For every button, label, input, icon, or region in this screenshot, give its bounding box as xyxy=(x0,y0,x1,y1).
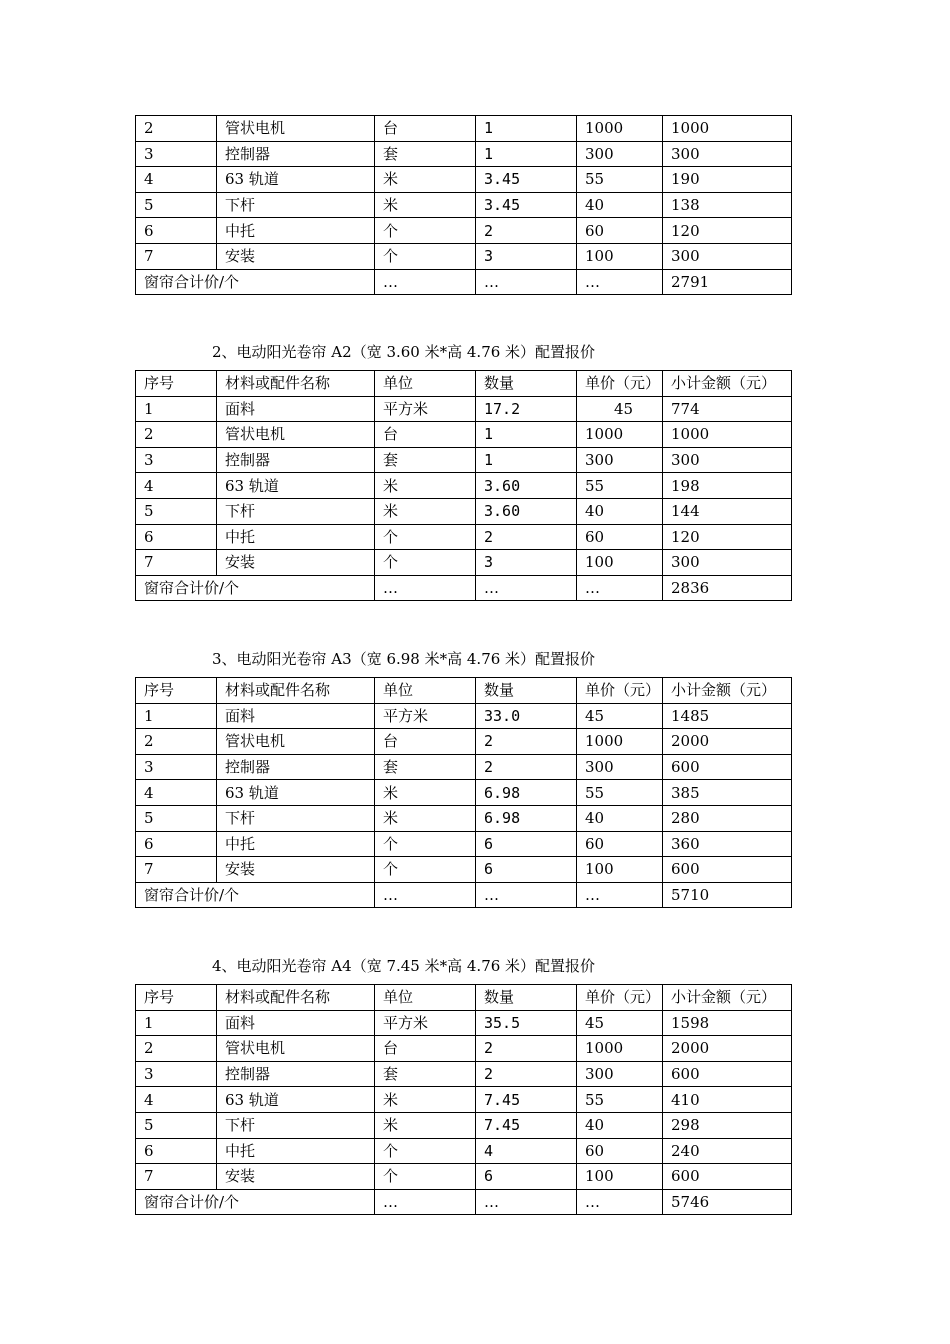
subtotal-cell: 600 xyxy=(663,857,792,883)
name-cell: 面料 xyxy=(217,396,375,422)
name-cell: 管状电机 xyxy=(217,116,375,142)
table-row xyxy=(136,141,792,167)
header-subtotal-cell: 小计金额（元） xyxy=(663,678,792,704)
header-seq-cell: 序号 xyxy=(136,371,217,397)
table-row xyxy=(136,1164,792,1190)
subtotal-cell: 385 xyxy=(663,780,792,806)
total-value-cell: 2791 xyxy=(663,269,792,295)
name-cell: 管状电机 xyxy=(217,422,375,448)
total-value-cell: 2836 xyxy=(663,575,792,601)
subtotal-cell: 240 xyxy=(663,1138,792,1164)
name-cell: 安装 xyxy=(217,857,375,883)
table-header-row xyxy=(136,371,792,397)
total-placeholder-cell: … xyxy=(476,1189,577,1215)
qty-cell: 33.0 xyxy=(476,703,577,729)
name-cell: 管状电机 xyxy=(217,1036,375,1062)
qty-cell: 3.45 xyxy=(476,167,577,193)
seq-cell: 1 xyxy=(136,1010,217,1036)
total-placeholder-cell: … xyxy=(577,882,663,908)
price-cell: 1000 xyxy=(577,1036,663,1062)
subtotal-cell: 280 xyxy=(663,805,792,831)
total-label-cell: 窗帘合计价/个 xyxy=(136,575,375,601)
qty-cell: 35.5 xyxy=(476,1010,577,1036)
price-cell: 100 xyxy=(577,1164,663,1190)
unit-cell: 米 xyxy=(375,1087,476,1113)
unit-cell: 米 xyxy=(375,167,476,193)
unit-cell: 个 xyxy=(375,1164,476,1190)
total-placeholder-cell: … xyxy=(577,575,663,601)
header-price-cell: 单价（元） xyxy=(577,678,663,704)
total-label-cell: 窗帘合计价/个 xyxy=(136,1189,375,1215)
unit-cell: 平方米 xyxy=(375,1010,476,1036)
qty-cell: 2 xyxy=(476,1061,577,1087)
table-row xyxy=(136,167,792,193)
table-row xyxy=(136,498,792,524)
seq-cell: 4 xyxy=(136,780,217,806)
table-row xyxy=(136,218,792,244)
price-cell: 45 xyxy=(577,396,663,422)
header-name-cell: 材料或配件名称 xyxy=(217,678,375,704)
unit-cell: 个 xyxy=(375,1138,476,1164)
table-row xyxy=(136,1087,792,1113)
quote-table-1 xyxy=(135,115,791,295)
name-cell: 下杆 xyxy=(217,805,375,831)
total-placeholder-cell: … xyxy=(375,882,476,908)
total-value-cell: 5710 xyxy=(663,882,792,908)
unit-cell: 平方米 xyxy=(375,703,476,729)
unit-cell: 米 xyxy=(375,1112,476,1138)
seq-cell: 5 xyxy=(136,1112,217,1138)
quote-table-3 xyxy=(135,677,791,908)
subtotal-cell: 190 xyxy=(663,167,792,193)
table-row xyxy=(136,857,792,883)
subtotal-cell: 410 xyxy=(663,1087,792,1113)
price-cell: 40 xyxy=(577,192,663,218)
subtotal-cell: 1598 xyxy=(663,1010,792,1036)
subtotal-cell: 1000 xyxy=(663,116,792,142)
subtotal-cell: 774 xyxy=(663,396,792,422)
total-placeholder-cell: … xyxy=(577,269,663,295)
qty-cell: 2 xyxy=(476,218,577,244)
table-row xyxy=(136,1138,792,1164)
header-unit-cell: 单位 xyxy=(375,678,476,704)
table-row xyxy=(136,1061,792,1087)
table-row xyxy=(136,116,792,142)
name-cell: 中托 xyxy=(217,218,375,244)
table xyxy=(135,984,792,1215)
table-row xyxy=(136,473,792,499)
subtotal-cell: 1485 xyxy=(663,703,792,729)
table-row xyxy=(136,243,792,269)
seq-cell: 2 xyxy=(136,116,217,142)
seq-cell: 2 xyxy=(136,729,217,755)
price-cell: 60 xyxy=(577,831,663,857)
table xyxy=(135,370,792,601)
seq-cell: 3 xyxy=(136,141,217,167)
header-unit-cell: 单位 xyxy=(375,985,476,1011)
subtotal-cell: 120 xyxy=(663,218,792,244)
qty-cell: 2 xyxy=(476,754,577,780)
table-row xyxy=(136,447,792,473)
name-cell: 控制器 xyxy=(217,1061,375,1087)
table-row xyxy=(136,703,792,729)
table-row xyxy=(136,805,792,831)
total-placeholder-cell: … xyxy=(375,1189,476,1215)
seq-cell: 6 xyxy=(136,1138,217,1164)
name-cell: 安装 xyxy=(217,1164,375,1190)
unit-cell: 米 xyxy=(375,498,476,524)
qty-cell: 7.45 xyxy=(476,1112,577,1138)
unit-cell: 台 xyxy=(375,422,476,448)
seq-cell: 5 xyxy=(136,805,217,831)
total-placeholder-cell: … xyxy=(476,882,577,908)
header-subtotal-cell: 小计金额（元） xyxy=(663,371,792,397)
price-cell: 55 xyxy=(577,473,663,499)
table-total-row xyxy=(136,269,792,295)
unit-cell: 个 xyxy=(375,857,476,883)
name-cell: 安装 xyxy=(217,243,375,269)
price-cell: 60 xyxy=(577,1138,663,1164)
qty-cell: 3 xyxy=(476,550,577,576)
unit-cell: 套 xyxy=(375,1061,476,1087)
name-cell: 下杆 xyxy=(217,192,375,218)
header-qty-cell: 数量 xyxy=(476,985,577,1011)
qty-cell: 6.98 xyxy=(476,780,577,806)
unit-cell: 平方米 xyxy=(375,396,476,422)
price-cell: 300 xyxy=(577,1061,663,1087)
table-row xyxy=(136,524,792,550)
unit-cell: 台 xyxy=(375,116,476,142)
header-name-cell: 材料或配件名称 xyxy=(217,985,375,1011)
qty-cell: 7.45 xyxy=(476,1087,577,1113)
name-cell: 面料 xyxy=(217,703,375,729)
table-row xyxy=(136,754,792,780)
price-cell: 60 xyxy=(577,524,663,550)
name-cell: 中托 xyxy=(217,831,375,857)
table-row xyxy=(136,1112,792,1138)
total-label-cell: 窗帘合计价/个 xyxy=(136,882,375,908)
total-placeholder-cell: … xyxy=(577,1189,663,1215)
unit-cell: 米 xyxy=(375,805,476,831)
unit-cell: 套 xyxy=(375,141,476,167)
qty-cell: 3.45 xyxy=(476,192,577,218)
unit-cell: 套 xyxy=(375,447,476,473)
table-row xyxy=(136,192,792,218)
price-cell: 100 xyxy=(577,550,663,576)
subtotal-cell: 600 xyxy=(663,754,792,780)
table-2-caption: 2、电动阳光卷帘 A2（宽 3.60 米*高 4.76 米）配置报价 xyxy=(212,343,596,361)
subtotal-cell: 360 xyxy=(663,831,792,857)
name-cell: 控制器 xyxy=(217,141,375,167)
unit-cell: 个 xyxy=(375,550,476,576)
name-cell: 控制器 xyxy=(217,754,375,780)
price-cell: 1000 xyxy=(577,729,663,755)
header-subtotal-cell: 小计金额（元） xyxy=(663,985,792,1011)
total-value-cell: 5746 xyxy=(663,1189,792,1215)
subtotal-cell: 2000 xyxy=(663,729,792,755)
seq-cell: 1 xyxy=(136,703,217,729)
table-row xyxy=(136,780,792,806)
header-seq-cell: 序号 xyxy=(136,985,217,1011)
price-cell: 1000 xyxy=(577,422,663,448)
seq-cell: 4 xyxy=(136,1087,217,1113)
price-cell: 100 xyxy=(577,857,663,883)
table xyxy=(135,677,792,908)
name-cell: 63 轨道 xyxy=(217,780,375,806)
header-qty-cell: 数量 xyxy=(476,371,577,397)
seq-cell: 7 xyxy=(136,1164,217,1190)
table-header-row xyxy=(136,985,792,1011)
name-cell: 63 轨道 xyxy=(217,167,375,193)
seq-cell: 5 xyxy=(136,192,217,218)
qty-cell: 6 xyxy=(476,1164,577,1190)
name-cell: 中托 xyxy=(217,524,375,550)
qty-cell: 1 xyxy=(476,141,577,167)
seq-cell: 7 xyxy=(136,857,217,883)
qty-cell: 4 xyxy=(476,1138,577,1164)
unit-cell: 台 xyxy=(375,729,476,755)
seq-cell: 7 xyxy=(136,243,217,269)
unit-cell: 米 xyxy=(375,473,476,499)
unit-cell: 米 xyxy=(375,192,476,218)
name-cell: 面料 xyxy=(217,1010,375,1036)
subtotal-cell: 300 xyxy=(663,550,792,576)
header-unit-cell: 单位 xyxy=(375,371,476,397)
subtotal-cell: 1000 xyxy=(663,422,792,448)
seq-cell: 6 xyxy=(136,831,217,857)
total-placeholder-cell: … xyxy=(476,575,577,601)
qty-cell: 17.2 xyxy=(476,396,577,422)
table-header-row xyxy=(136,678,792,704)
header-price-cell: 单价（元） xyxy=(577,985,663,1011)
price-cell: 55 xyxy=(577,1087,663,1113)
price-cell: 100 xyxy=(577,243,663,269)
name-cell: 安装 xyxy=(217,550,375,576)
name-cell: 下杆 xyxy=(217,1112,375,1138)
qty-cell: 1 xyxy=(476,422,577,448)
table-total-row xyxy=(136,882,792,908)
unit-cell: 个 xyxy=(375,243,476,269)
seq-cell: 2 xyxy=(136,1036,217,1062)
header-price-cell: 单价（元） xyxy=(577,371,663,397)
qty-cell: 6 xyxy=(476,857,577,883)
seq-cell: 1 xyxy=(136,396,217,422)
subtotal-cell: 300 xyxy=(663,447,792,473)
unit-cell: 套 xyxy=(375,754,476,780)
seq-cell: 3 xyxy=(136,447,217,473)
subtotal-cell: 298 xyxy=(663,1112,792,1138)
price-cell: 55 xyxy=(577,780,663,806)
price-cell: 45 xyxy=(577,1010,663,1036)
unit-cell: 个 xyxy=(375,831,476,857)
seq-cell: 3 xyxy=(136,754,217,780)
subtotal-cell: 2000 xyxy=(663,1036,792,1062)
subtotal-cell: 300 xyxy=(663,141,792,167)
seq-cell: 2 xyxy=(136,422,217,448)
qty-cell: 3.60 xyxy=(476,498,577,524)
name-cell: 下杆 xyxy=(217,498,375,524)
header-seq-cell: 序号 xyxy=(136,678,217,704)
price-cell: 40 xyxy=(577,805,663,831)
qty-cell: 1 xyxy=(476,447,577,473)
seq-cell: 6 xyxy=(136,218,217,244)
qty-cell: 2 xyxy=(476,729,577,755)
table-row xyxy=(136,550,792,576)
table-3-caption: 3、电动阳光卷帘 A3（宽 6.98 米*高 4.76 米）配置报价 xyxy=(212,650,596,668)
name-cell: 中托 xyxy=(217,1138,375,1164)
name-cell: 控制器 xyxy=(217,447,375,473)
table-row xyxy=(136,729,792,755)
table-total-row xyxy=(136,1189,792,1215)
header-name-cell: 材料或配件名称 xyxy=(217,371,375,397)
qty-cell: 3.60 xyxy=(476,473,577,499)
price-cell: 300 xyxy=(577,754,663,780)
qty-cell: 3 xyxy=(476,243,577,269)
price-cell: 300 xyxy=(577,447,663,473)
table xyxy=(135,115,792,295)
subtotal-cell: 600 xyxy=(663,1061,792,1087)
price-cell: 45 xyxy=(577,703,663,729)
unit-cell: 台 xyxy=(375,1036,476,1062)
subtotal-cell: 120 xyxy=(663,524,792,550)
seq-cell: 6 xyxy=(136,524,217,550)
qty-cell: 2 xyxy=(476,524,577,550)
table-row xyxy=(136,1036,792,1062)
subtotal-cell: 144 xyxy=(663,498,792,524)
name-cell: 63 轨道 xyxy=(217,473,375,499)
table-4-caption: 4、电动阳光卷帘 A4（宽 7.45 米*高 4.76 米）配置报价 xyxy=(212,957,596,975)
price-cell: 55 xyxy=(577,167,663,193)
table-row xyxy=(136,831,792,857)
price-cell: 40 xyxy=(577,498,663,524)
name-cell: 管状电机 xyxy=(217,729,375,755)
unit-cell: 个 xyxy=(375,218,476,244)
qty-cell: 2 xyxy=(476,1036,577,1062)
seq-cell: 7 xyxy=(136,550,217,576)
header-qty-cell: 数量 xyxy=(476,678,577,704)
seq-cell: 4 xyxy=(136,167,217,193)
qty-cell: 6.98 xyxy=(476,805,577,831)
total-placeholder-cell: … xyxy=(375,269,476,295)
total-placeholder-cell: … xyxy=(476,269,577,295)
seq-cell: 3 xyxy=(136,1061,217,1087)
unit-cell: 米 xyxy=(375,780,476,806)
qty-cell: 6 xyxy=(476,831,577,857)
total-placeholder-cell: … xyxy=(375,575,476,601)
price-cell: 40 xyxy=(577,1112,663,1138)
table-row xyxy=(136,1010,792,1036)
unit-cell: 个 xyxy=(375,524,476,550)
seq-cell: 4 xyxy=(136,473,217,499)
subtotal-cell: 600 xyxy=(663,1164,792,1190)
quote-table-2 xyxy=(135,370,791,601)
price-cell: 300 xyxy=(577,141,663,167)
subtotal-cell: 138 xyxy=(663,192,792,218)
table-row xyxy=(136,422,792,448)
price-cell: 1000 xyxy=(577,116,663,142)
subtotal-cell: 300 xyxy=(663,243,792,269)
table-row xyxy=(136,396,792,422)
name-cell: 63 轨道 xyxy=(217,1087,375,1113)
subtotal-cell: 198 xyxy=(663,473,792,499)
price-cell: 60 xyxy=(577,218,663,244)
quote-table-4 xyxy=(135,984,791,1215)
seq-cell: 5 xyxy=(136,498,217,524)
table-total-row xyxy=(136,575,792,601)
qty-cell: 1 xyxy=(476,116,577,142)
total-label-cell: 窗帘合计价/个 xyxy=(136,269,375,295)
